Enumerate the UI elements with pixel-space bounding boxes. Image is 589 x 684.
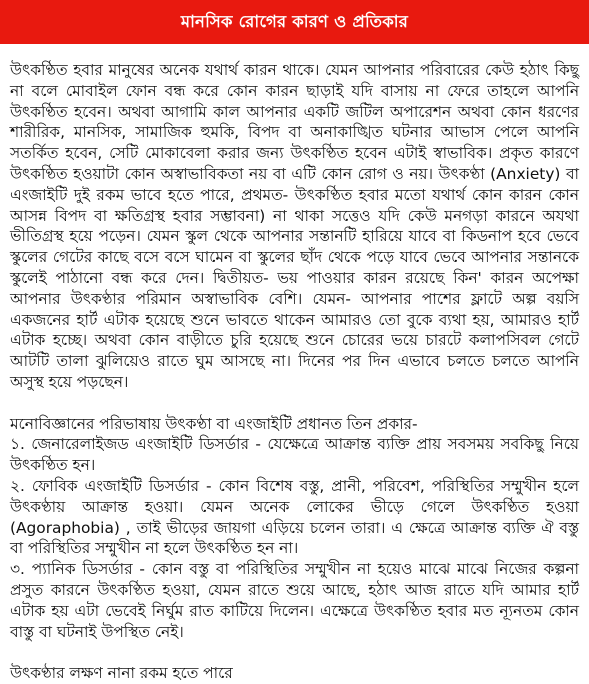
types-intro: মনোবিজ্ঞানের পরিভাষায় উৎকণ্ঠা বা এংজাইটি প্রধানত তিন প্রকার- <box>10 414 418 433</box>
anxiety-type-panic: ৩. প্যানিক ডিসর্ডার - কোন বস্তু বা পরিস্থিতির সম্মুখীন না হয়েও মাঝে মাঝে নিজের কল্পনা প্রসুত কারনে উৎকণ্ঠিত হওয়া, যেমন রাতে শুয়ে আছে, হঠাৎ আজ রাতে যদি আমার হার্ট এটাক হয় এটা ভেবেই নির্ঘুম রাত কাটিয়ে দিলেন। এক্ষেত্রে উৎকণ্ঠিত হবার মত ন্যূনতম কোন বাস্তু বা ঘটনাই উপস্থিত নেই। <box>10 560 579 641</box>
article-paragraph: উৎকণ্ঠিত হবার মানুষের অনেক যথার্থ কারন থাকে। যেমন আপনার পরিবারের কেউ হঠাৎ কিছু না বলে মোবাইল ফোন বন্ধ করে কোন কারন ছাড়াই যদি বাসায় না ফেরে তাহলে আপনি উৎকণ্ঠিত হবেন। অথবা আগামি কাল আপনার একটি জটিল অপারেশন অথবা কোন ধরণের শারীরিক, মানসিক, সামাজিক হুমকি, বিপদ বা অনাকাঙ্খিত ঘটনার আভাস পেলে আপনি সতর্কিত হবেন, সেটি মোকাবেলা করার জন্য উৎকণ্ঠিত হবেন এটাই স্বাভাবিক। প্রকৃত কারণে উৎকণ্ঠিত হওয়াটা কোন অস্বাভাবিকতা নয় বা এটি কোন রোগ ও নয়। উৎকণ্ঠা (Anxiety) বা এংজাইটি দুই রকম ভাবে হতে পারে, প্রথমত- উৎকণ্ঠিত হবার মতো যথার্থ কোন কারন কোন আসন্ন বিপদ বা ক্ষতিগ্রস্থ হবার সম্ভাবনা) না থাকা সত্তেও যদি কেউ মনগড়া কারনে অযথা ভীতিগ্রস্থ হয়ে পড়েন। যেমন স্কুল থেকে আপনার সন্তানটি হারিয়ে যাবে বা কিডনাপ হবে ভেবে স্কুলের গেটের কাছে বসে বসে ঘামেন বা স্কুলের ছাঁদ থেকে পড়ে যাবে ভেবে আপনার সন্তানকে স্কুলেই পাঠানো বন্ধ করে দেন। দ্বিতীয়ত- ভয় পাওয়ার কারন রয়েছে কিন' কারন অপেক্ষা আপনার উৎকণ্ঠার পরিমান অস্বাভাবিক বেশি। যেমন- আপনার পাশের ফ্লাটে অল্প বয়সি একজনের হার্ট এটাক হয়েছে শুনে ভাবতে থাকেন আমারও তো বুকে ব্যথা হয়, আমারও হার্ট এটাক হচ্ছে। অথবা কোন বাড়ীতে চুরি হয়েছে শুনে চোরের ভয়ে চারটে কলাপসিবল গেটে আটটি তালা ঝুলিয়েও রাতে ঘুম আসছে না। দিনের পর দিন এভাবে চলতে চলতে আপনি অসুস্থ হয়ে পড়ছেন। <box>10 61 579 391</box>
symptoms-intro: উৎকণ্ঠার লক্ষণ নানা রকম হতে পারে <box>10 664 233 683</box>
page-title: মানসিক রোগের কারণ ও প্রতিকার <box>180 11 409 31</box>
article-body <box>0 44 589 683</box>
page-header <box>0 0 589 44</box>
anxiety-type-phobic: ২. ফোবিক এংজাইটি ডিসর্ডার - কোন বিশেষ বস্তু, প্রানী, পরিবেশ, পরিস্থিতির সম্মুখীন হলে উৎকণ্ঠায় আক্রান্ত হওয়া। যেমন অনেক লোকের ভীড়ে গেলে উৎকণ্ঠিত হওয়া (Agoraphobia) , তাই ভীড়ের জায়গা এড়িয়ে চলেন তারা। এ ক্ষেত্রে আক্রান্ত ব্যক্তি ঐ বস্তু বা পরিস্থিতির সম্মুখীন না হলে উৎকণ্ঠিত হন না। <box>10 476 579 558</box>
anxiety-type-generalized: ১. জেনারেলাইজড এংজাইটি ডিসর্ডার - যেক্ষেত্রে আক্রান্ত ব্যক্তি প্রায় সবসময় সবকিছু নিয়ে উৎকণ্ঠিত হন। <box>10 435 579 475</box>
